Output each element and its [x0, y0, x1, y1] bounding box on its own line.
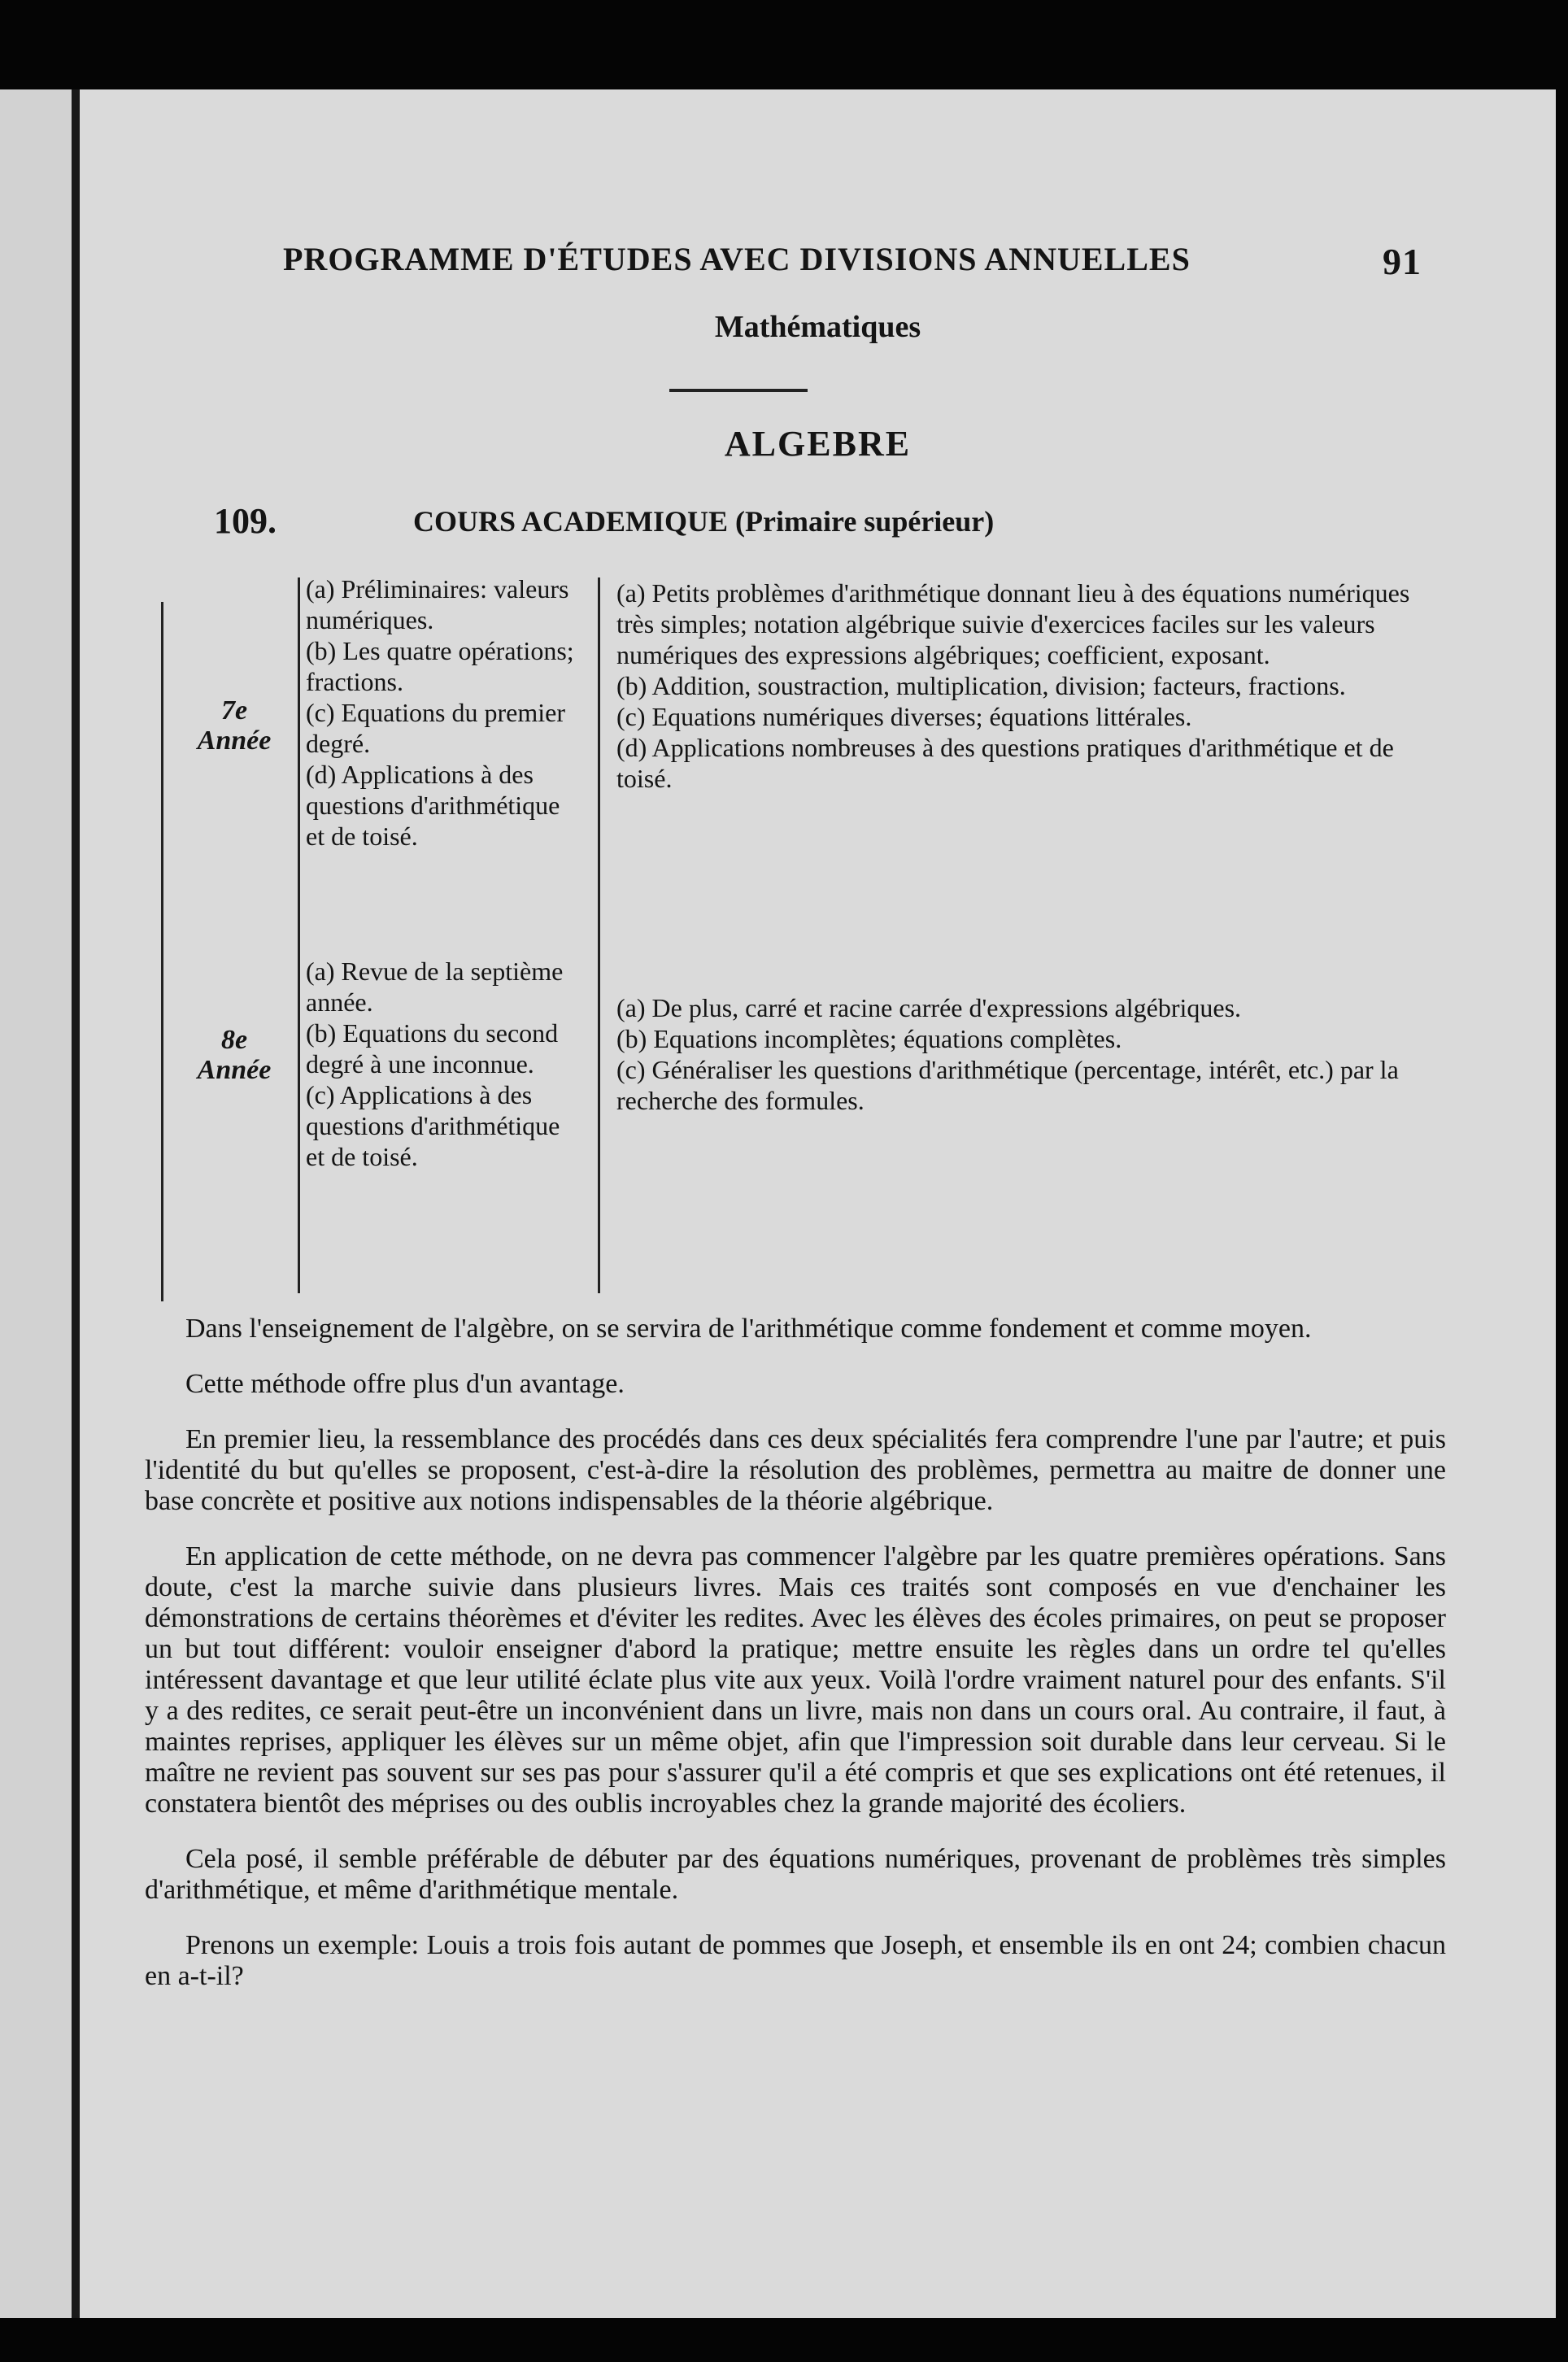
detail-item: (a) Petits problèmes d'arithmétique donnant lieu à des équations numériques très simples; notation algébrique suivie d'exercices faciles sur les valeurs numériques des expressions algébriques; coefficient, exposant. — [616, 578, 1410, 669]
year-8-details — [616, 992, 1438, 1116]
topic-item: (a) Préliminaires: valeurs numériques. — [306, 574, 569, 634]
paragraph: Cela posé, il semble préférable de débuter par des équations numériques, provenant de problèmes très simples d'arithmétique, et même d'arithmétique mentale. — [145, 1844, 1446, 1905]
table-divider-2 — [598, 577, 600, 1293]
adjacent-page-edge — [0, 89, 72, 2318]
heading-rule — [669, 389, 808, 392]
detail-item: (c) Equations numériques diverses; équations littérales. — [616, 702, 1192, 731]
topic-item: (c) Applications à des questions d'arithmétique et de toisé. — [306, 1080, 560, 1171]
paragraph: En application de cette méthode, on ne devra pas commencer l'algèbre par les quatre premières opérations. Sans doute, c'est la marche suivie dans plusieurs livres. Mais ces traités sont composés en vue d'enchainer les démonstrations de certains théorèmes et d'éviter les redites. Avec les élèves des écoles primaires, on peut se proposer un but tout différent: vouloir enseigner d'abord la pratique; mettre ensuite les règles dans un ordre tel qu'elles intéressent davantage et que leur utilité éclate plus vite aux yeux. Voilà l'ordre vraiment naturel pour des enfants. S'il y a des redites, ce serait peut-être un inconvénient dans un livre, mais non dans un cours oral. Au contraire, il faut, à maintes reprises, appliquer les élèves sur un même objet, afin que l'impression soit durable dans leur cerveau. Si le maître ne revient pas souvent sur ses pas pour s'assurer qu'il a été compris et que ses explications ont été retenues, il constatera bientôt des méprises ou des oublis incroyables chez la grande majorité des écoliers. — [145, 1541, 1446, 1819]
year-7-details — [616, 577, 1438, 794]
detail-item: (b) Addition, soustraction, multiplication, division; facteurs, fractions. — [616, 671, 1346, 700]
document-page — [80, 89, 1556, 2318]
paragraph: Prenons un exemple: Louis a trois fois autant de pommes que Joseph, et ensemble ils en ont 24; combien chacun en a-t-il? — [145, 1930, 1446, 1991]
topic-item: (c) Equations du premier degré. — [306, 698, 565, 758]
paragraph: En premier lieu, la ressemblance des procédés dans ces deux spécialités fera comprendre l'une par l'autre; et puis l'identité du but qu'elles se proposent, c'est-à-dire la résolution des problèmes, permettra au maitre de donner une base concrète et positive aux notions indispensables de la théorie algébrique. — [145, 1424, 1446, 1516]
body-text — [145, 1314, 1446, 2016]
section-number: 109. — [214, 501, 277, 541]
page-number: 91 — [1383, 241, 1422, 282]
detail-item: (a) De plus, carré et racine carrée d'expressions algébriques. — [616, 993, 1242, 1022]
topic-item: (b) Les quatre opérations; fractions. — [306, 636, 574, 696]
year-number: 7e — [220, 695, 248, 726]
detail-item: (c) Généraliser les questions d'arithmétique (percentage, intérêt, etc.) par la recherche des formules. — [616, 1055, 1399, 1115]
year-word: Année — [197, 726, 272, 756]
detail-item: (b) Equations incomplètes; équations complètes. — [616, 1024, 1122, 1053]
course-title: COURS ACADEMIQUE (Primaire supérieur) — [413, 505, 995, 538]
running-title: PROGRAMME D'ÉTUDES AVEC DIVISIONS ANNUELLES — [283, 241, 1191, 277]
topic-item: (a) Revue de la septième année. — [306, 957, 564, 1017]
year-label-7 — [185, 695, 283, 756]
running-header — [283, 240, 1422, 282]
topic-item: (b) Equations du second degré à une inconnue. — [306, 1018, 559, 1079]
paragraph: Cette méthode offre plus d'un avantage. — [185, 1369, 625, 1399]
year-8-topics — [306, 956, 582, 1172]
table-left-rule — [161, 602, 163, 1301]
year-number: 8e — [220, 1025, 248, 1055]
year-7-topics — [306, 573, 582, 852]
subject-heading: Mathématiques — [714, 310, 921, 344]
section-title: ALGEBRE — [724, 424, 912, 464]
year-word: Année — [197, 1055, 272, 1086]
table-divider-1 — [298, 577, 300, 1293]
detail-item: (d) Applications nombreuses à des questions pratiques d'arithmétique et de toisé. — [616, 733, 1394, 793]
year-label-8 — [185, 1025, 283, 1086]
page-gutter — [72, 89, 80, 2318]
paragraph: Dans l'enseignement de l'algèbre, on se servira de l'arithmétique comme fondement et comme moyen. — [185, 1314, 1312, 1344]
topic-item: (d) Applications à des questions d'arithmétique et de toisé. — [306, 760, 560, 851]
